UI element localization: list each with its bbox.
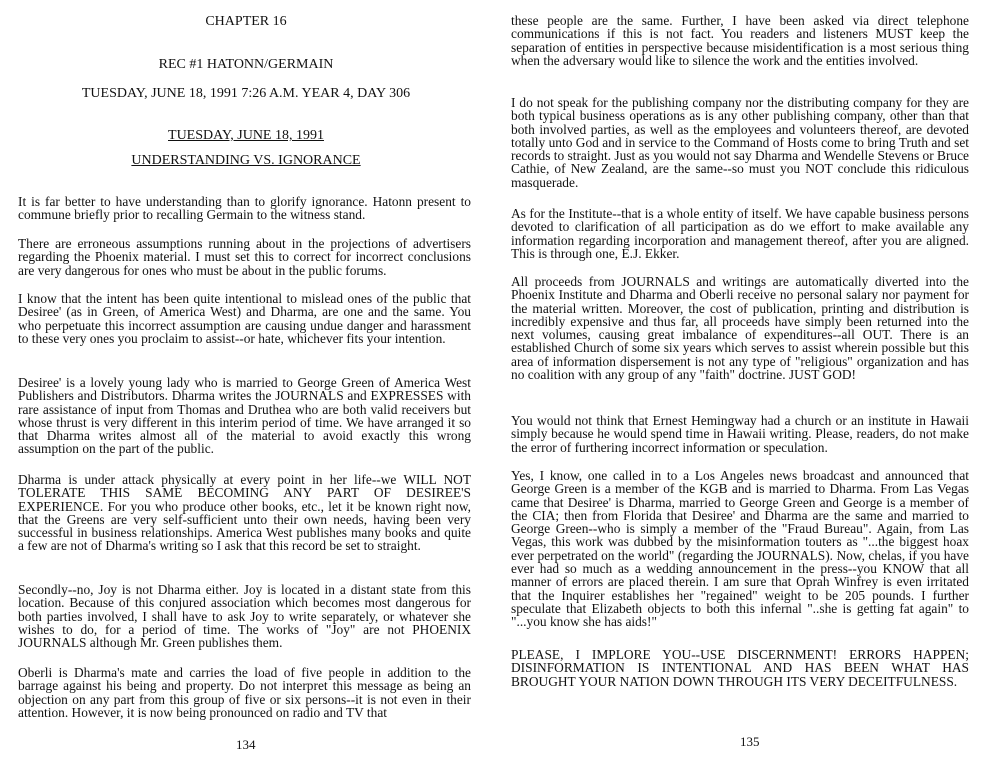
paragraph: All proceeds from JOURNALS and writings are automatically diverted into the Phoenix Institute and Dharma and Oberli receive no personal salary nor payment for the material written. Moreover, the cost of publication, printing and distribution is incredibly expensive and thus far, all proceeds have simply been returned into the next volumes, causing great imbalance of expenditures--all OUT. There is an established Church of some six years which serves to assist wherein possible but this area of information dispersement is not any type of "religious" organization and has no coalition with any group of any "faith" doctrine. JUST GOD!	[511, 274, 969, 383]
rec-heading: REC #1 HATONN/GERMAIN	[158, 57, 334, 72]
paragraph: PLEASE, I IMPLORE YOU--USE DISCERNMENT! ERRORS HAPPEN; DISINFORMATION IS INTENTIONAL AND HAS BEEN WHAT HAS BROUGHT YOUR NATION DOWN THROUGH ITS VERY DECEITFULNESS.	[511, 647, 969, 689]
paragraph: As for the Institute--that is a whole entity of itself. We have capable business persons devoted to clarification of all participation as do we effort to make available any information regarding incorporation and management thereof, after you are aligned. This is through one, E.J. Ekker.	[511, 206, 969, 261]
dateline: TUESDAY, JUNE 18, 1991 7:26 A.M. YEAR 4, DAY 306	[81, 86, 411, 101]
paragraph: You would not think that Ernest Hemingway had a church or an institute in Hawaii simply because he would spend time in Hawaii writing. Please, readers, do not make the error of furthering incorrect information or speculation.	[511, 413, 969, 455]
page-number: 134	[236, 737, 256, 752]
left-page	[0, 0, 492, 764]
chapter-heading: CHAPTER 16	[205, 14, 287, 29]
title-heading: UNDERSTANDING VS. IGNORANCE	[131, 153, 361, 168]
paragraph: It is far better to have understanding than to glorify ignorance. Hatonn present to commune briefly prior to recalling Germain to the witness stand.	[18, 194, 471, 223]
right-page	[495, 0, 991, 764]
paragraph: I do not speak for the publishing company nor the distributing company for they are both typical business operations as is any other publishing company, other than that both involved parties, as well as the employees and volunteers thereof, are devoted totally unto God and in service to the Command of Hosts come to bring Truth and set records to straight. Just as you would not say Dharma and Wendelle Stevens or Bruce Cathie, of New Zealand, are the same--so must you NOT conclude this ridiculous masquerade.	[511, 95, 969, 190]
paragraph: I know that the intent has been quite intentional to mislead ones of the public that Desiree' (as in Green, of America West) and Dharma, are one and the same. You who perpetuate this incorrect assumption are causing undue danger and harassment to these very ones you proclaim to assist--or hate, whichever fits your intention.	[18, 291, 471, 346]
paragraph: Yes, I know, one called in to a Los Angeles news broadcast and announced that George Green is a member of the KGB and is married to Dharma. From Las Vegas came that Desiree' is Dharma, married to George Green and George is a member of the CIA; then from Florida that Desiree' and Dharma are the same and married to George Green--who is simply a member of the "Fraud Bureau". Again, from Las Vegas, this work was dubbed by the misinformation touters as "...the biggest hoax ever perpetrated on the world" (regarding the JOURNALS). Now, chelas, if you have ever had so much as a wedding announcement in the press--you KNOW that all manner of errors are placed therein. I am sure that Oprah Winfrey is even irritated that the Inquirer establishes her "regained" weight to be 205 pounds. I further speculate that Elizabeth objects to both this infernal "..she is getting fat again" to "...you know she has aids!"	[511, 468, 969, 630]
paragraph: Oberli is Dharma's mate and carries the load of five people in addition to the barrage against his being and property. Do not interpret this message as being an objection on any part from this group of five or six persons--it is not even in their attention. However, it is now being pronounced on radio and TV that	[18, 665, 471, 720]
page-number: 135	[740, 734, 760, 749]
paragraph: these people are the same. Further, I have been asked via direct telephone communications if this is not fact. You readers and listeners MUST keep the separation of entities in perspective because misidentification is a most serious thing when the adversary would like to silence the work and the entities involved.	[511, 13, 969, 68]
paragraph: Secondly--no, Joy is not Dharma either. Joy is located in a distant state from this location. Because of this conjured association which becomes most dangerous for both parties involved, I shall have to ask Joy to write separately, or whatever she wishes to do, for a period of time. The works of "Joy" are not PHOENIX JOURNALS although Mr. Green publishes them.	[18, 582, 471, 651]
paragraph: There are erroneous assumptions running about in the projections of advertisers regarding the Phoenix material. I must set this to correct for incorrect conclusions are very dangerous for ones who must be about in the public forums.	[18, 236, 471, 278]
paragraph: Desiree' is a lovely young lady who is married to George Green of America West Publishers and Distributors. Dharma writes the JOURNALS and EXPRESSES with rare assistance of input from Thomas and Druthea who are both valid receivers but whose thrust is very different in this interim period of time. We have arranged it so that Dharma writes almost all of the material to avoid exactly this wrong assumption on the part of the public.	[18, 375, 471, 457]
paragraph: Dharma is under attack physically at every point in her life--we WILL NOT TOLERATE THIS SAME BECOMING ANY PART OF DESIREE'S EXPERIENCE. For you who produce other books, etc., let it be known right now, that the Greens are very self-sufficient unto their own needs, having been very successful in business relationships. America West publishes many books and quite a few are not of Dharma's writing so I ask that this record be set to straight.	[18, 472, 471, 554]
date-heading: TUESDAY, JUNE 18, 1991	[168, 128, 324, 143]
